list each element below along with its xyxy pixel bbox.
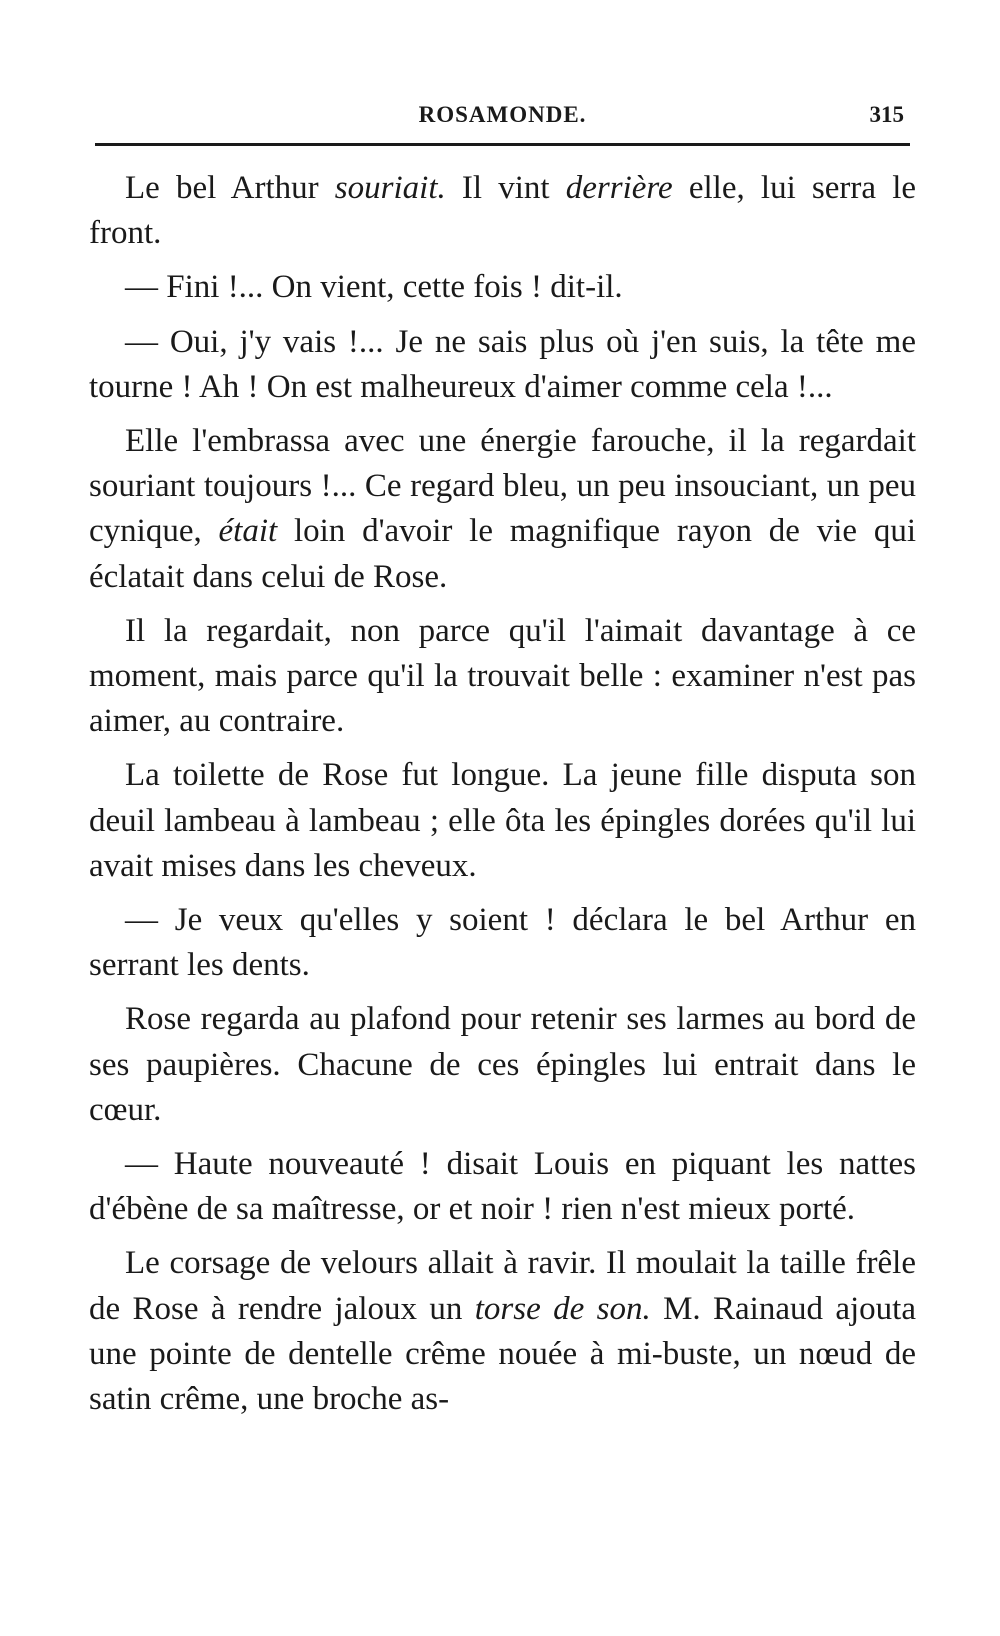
paragraph bbox=[89, 609, 916, 745]
text-run: — Haute nouveauté ! disait Louis en piquant les nattes d'ébène de sa maîtresse, or et noir ! rien n'est mieux porté. bbox=[89, 1146, 916, 1228]
italic-text: derrière bbox=[565, 170, 673, 206]
text-run: M. Rainaud ajouta une pointe de dentelle crême nouée à mi-buste, un nœud de satin crême, une broche as- bbox=[89, 1290, 916, 1418]
text-run: Rose regarda au plafond pour retenir ses larmes au bord de ses paupières. Chacune de ces épingles lui entrait dans le cœur. bbox=[89, 1001, 916, 1128]
text-run: La toilette de Rose fut longue. La jeune fille disputa son deuil lambeau à lambeau ; elle ôta les épingles dorées qu'il lui avait mises dans les cheveux. bbox=[89, 757, 916, 884]
text-run: — Fini !... On vient, cette fois ! dit-il. bbox=[125, 269, 623, 306]
text-run: Le bel Arthur bbox=[125, 170, 335, 206]
text-run: Le corsage de velours allait à ravir. Il moulait la taille frêle de Rose à rendre jaloux un bbox=[89, 1245, 916, 1327]
header-rule bbox=[95, 143, 910, 146]
paragraph bbox=[89, 166, 916, 256]
paragraph bbox=[89, 265, 916, 310]
running-title: ROSAMONDE. bbox=[418, 102, 587, 127]
paragraph bbox=[89, 320, 916, 410]
body-text bbox=[89, 166, 916, 1431]
page-number: 315 bbox=[869, 102, 904, 127]
paragraph bbox=[89, 997, 916, 1133]
text-run: Il vint bbox=[445, 170, 566, 206]
text-run: elle, lui serra le front. bbox=[89, 170, 917, 252]
paragraph bbox=[89, 1241, 916, 1422]
paragraph bbox=[89, 898, 916, 988]
italic-text: souriait. bbox=[334, 170, 446, 206]
text-run: Il la regardait, non parce qu'il l'aimait davantage à ce moment, mais parce qu'il la trouvait belle : examiner n'est pas aimer, au contraire. bbox=[89, 612, 916, 740]
paragraph bbox=[89, 753, 916, 889]
text-run: Elle l'embrassa avec une énergie farouche, il la regardait souriant toujours !... Ce regard bleu, un peu insouciant, un peu cynique, bbox=[89, 423, 916, 550]
text-run: loin d'avoir le magnifique rayon de vie qui éclatait dans celui de Rose. bbox=[89, 513, 916, 595]
page-header bbox=[95, 96, 910, 136]
italic-text: était bbox=[218, 513, 278, 550]
italic-text: torse de son. bbox=[474, 1290, 651, 1327]
text-run: — Je veux qu'elles y soient ! déclara le bel Arthur en serrant les dents. bbox=[89, 902, 916, 984]
paragraph bbox=[89, 1142, 916, 1232]
paragraph bbox=[89, 419, 916, 600]
text-run: — Oui, j'y vais !... Je ne sais plus où j'en suis, la tête me tourne ! Ah ! On est malheureux d'aimer comme cela !... bbox=[89, 323, 916, 405]
